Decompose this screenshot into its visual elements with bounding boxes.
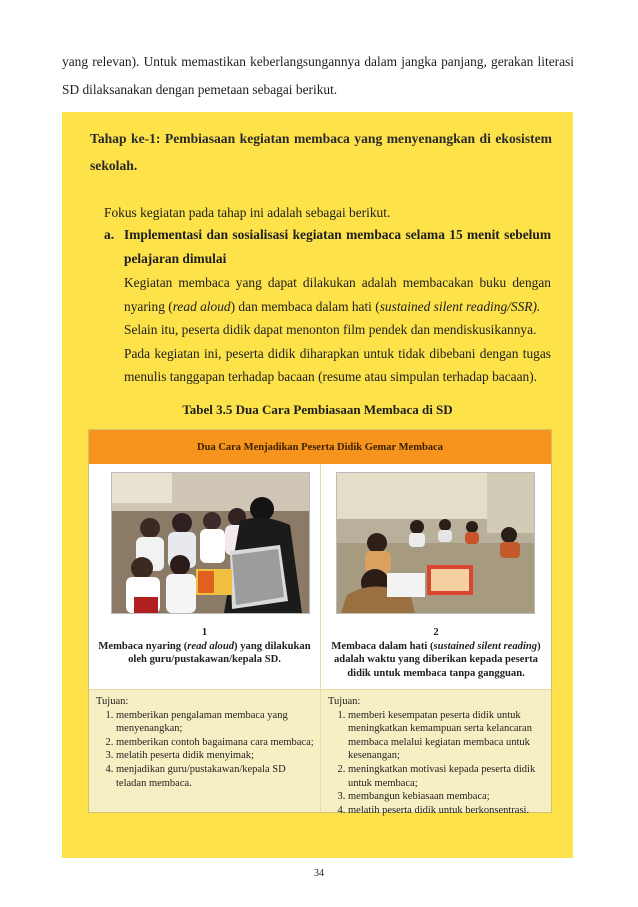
intro-paragraph: yang relevan). Untuk memastikan keberlangsungannya dalam jangka panjang, gerakan literasi SD dilaksanakan dengan pemetaan sebagai berikut.: [62, 54, 574, 97]
reading-table: [88, 429, 552, 816]
item-a-heading: [104, 223, 551, 270]
list-item: 1. memberi kesempatan peserta didik untuk meningkatkan kemampuan serta kelancaran membaca melalui kegiatan membaca untuk kesenangan;: [348, 709, 545, 763]
col-1-description: 1 Membaca nyaring (read aloud) yang dilakukan oleh guru/pustakawan/kepala SD.: [98, 627, 311, 666]
table-cell-2: [320, 464, 551, 689]
col-2-tujuan-label: Tujuan:: [328, 696, 361, 707]
list-item: 2. memberikan contoh bagaimana cara membaca;: [116, 736, 314, 750]
photo-silent-reading: [336, 472, 535, 614]
col-2-tujuan-list: [328, 709, 545, 818]
list-item: 2. meningkatkan motivasi kepada peserta didik untuk membaca;: [348, 763, 545, 790]
item-a-heading-text: Implementasi dan sosialisasi kegiatan membaca selama 15 menit sebelum pelajaran dimulai: [124, 227, 551, 266]
col-1-tujuan-list: [96, 709, 314, 791]
list-item: 3. melatih peserta didik menyimak;: [116, 749, 314, 763]
stage-title: Tahap ke-1: Pembiasaan kegiatan membaca yang menyenangkan di ekosistem sekolah.: [90, 131, 552, 173]
list-item: 1. memberikan pengalaman membaca yang menyenangkan;: [116, 709, 314, 736]
term-ssr: sustained silent reading/SSR).: [379, 298, 541, 314]
term-read-aloud: read aloud: [172, 298, 231, 314]
col-1-term: read aloud: [187, 640, 235, 652]
col-2-description: 2 Membaca dalam hati (sustained silent reading) adalah waktu yang diberikan kepada peserta didik untuk membaca tanpa gangguan.: [329, 626, 543, 680]
item-a-paragraph-1: Kegiatan membaca yang dapat dilakukan adalah membacakan buku dengan nyaring (read aloud) dan membaca dalam hati (sustained silent reading/SSR).: [124, 275, 551, 314]
table-row: [89, 464, 551, 689]
table-row: [89, 689, 551, 816]
col-2-number: 2: [433, 627, 439, 638]
table-caption: Tabel 3.5 Dua Cara Pembiasaan Membaca di SD: [182, 402, 453, 417]
page-number: 34: [314, 868, 324, 879]
focus-text: Fokus kegiatan pada tahap ini adalah sebagai berikut.: [104, 205, 391, 220]
item-a-paragraph-3: Pada kegiatan ini, peserta didik diharapkan untuk tidak dibebani dengan tugas menulis tanggapan terhadap bacaan (resume atau simpulan terhadap bacaan).: [124, 345, 551, 384]
col-2-tujuan: [320, 690, 551, 816]
list-item: 3. membangun kebiasaan membaca;: [348, 790, 545, 804]
item-a-body: [124, 271, 551, 389]
table-header: Dua Cara Menjadikan Peserta Didik Gemar Membaca: [89, 430, 551, 464]
highlight-box: [62, 112, 573, 858]
col-2-term: sustained silent reading: [433, 640, 538, 652]
list-item-a: [104, 223, 551, 389]
list-item: 4. melatih peserta didik untuk berkonsentrasi.: [348, 804, 545, 818]
col-1-tujuan: [89, 690, 320, 812]
item-a-paragraph-2: Selain itu, peserta didik dapat menonton film pendek dan mendiskusikannya.: [124, 322, 537, 337]
table-cell-1: [89, 464, 320, 689]
item-a-marker: a.: [104, 227, 115, 242]
list-item: 4. menjadikan guru/pustakawan/kepala SD teladan membaca.: [116, 763, 314, 790]
col-1-tujuan-label: Tujuan:: [96, 696, 129, 707]
photo-read-aloud: [111, 472, 310, 614]
col-1-number: 1: [201, 627, 208, 638]
